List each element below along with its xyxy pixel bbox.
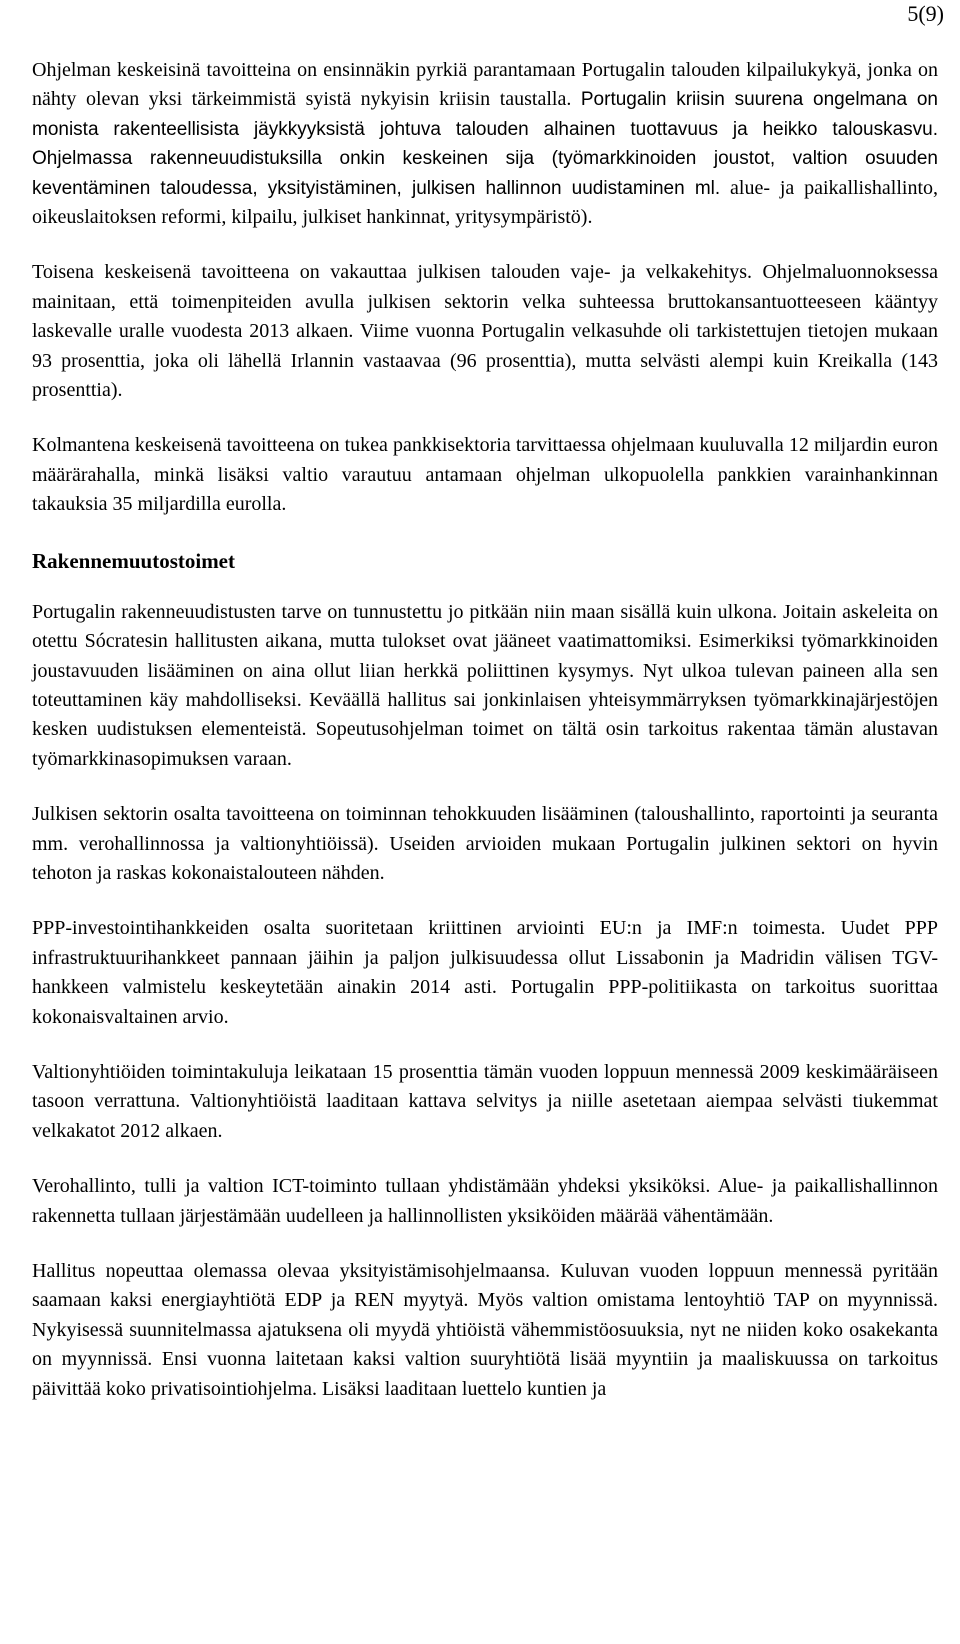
paragraph-objectives-banking: Kolmantena keskeisenä tavoitteena on tukea pankkisektoria tarvittaessa ohjelmaan kuuluvalla 12 miljardin euron määrärahalla, minkä lisäksi valtio varautuu antamaan ohjelman ulkopuolella pankkien varainhankinnan takauksia 35 miljardilla eurolla. — [32, 434, 938, 516]
paragraph-ppp: PPP-investointihankkeiden osalta suoritetaan kriittinen arviointi EU:n ja IMF:n toimesta. Uudet PPP infrastruktuurihankkeet pannaan jäihin ja paljon julkisuudessa ollut Lissabonin ja Madridin välisen TGV-hankkeen valmistelu keskeytetään ainakin 2014 asti. Portugalin PPP-politiikasta on tarkoitus suorittaa kokonaisvaltainen arvio. — [32, 917, 938, 1028]
paragraph-public-sector: Julkisen sektorin osalta tavoitteena on toiminnan tehokkuuden lisääminen (taloushallinto, raportointi ja seuranta mm. verohallinnossa ja valtionyhtiöissä). Useiden arvioiden mukaan Portugalin julkinen sektori on hyvin tehoton ja raskas kokonaistalouteen nähden. — [32, 803, 938, 884]
paragraph-text: alue- ja paikallishallinto, oikeuslaitoksen reformi, kilpailu, julkiset hankinnat, yritysympäristö). — [32, 176, 938, 229]
paragraph-structural-reforms: Portugalin rakenneuudistusten tarve on tunnustettu jo pitkään niin maan sisällä kuin ulkona. Joitain askeleita on otettu Sócratesin hallitusten aikana, mutta tulokset ovat jääneet vaatimattomiksi. Esimerkiksi työmarkkinoiden joustavuuden lisääminen on aina ollut liian herkkä poliittinen kysymys. Nyt ulkoa tulevan paineen alla sen toteuttaminen käy mahdolliseksi. Keväällä hallitus sai jonkinlaisen yhteisymmärryksen työmarkkinajärjestöjen kesken uudistuksen elementeistä. Sopeutusohjelman toimet on tältä osin tarkoitus rakentaa tämän alustavan työmarkkinasopimuksen varaan. — [32, 600, 938, 770]
paragraph-text-sans: Portugalin kriisin suurena ongelmana on monista rakenteellisista jäykkyyksistä johtuva talouden alhainen tuottavuus ja heikko talouskasvu. Ohjelmassa rakenneuudistuksilla onkin keskeinen sija (työmarkkinoiden joustot, valtion osuuden keventäminen taloudessa, yksityistäminen, julkisen hallinnon uudistaminen ml. — [32, 89, 938, 199]
paragraph-privatisation: Hallitus nopeuttaa olemassa olevaa yksityistämisohjelmaansa. Kuluvan vuoden loppuun mennessä pyritään saamaan kaksi energiayhtiötä EDP ja REN myytyä. Myös valtion omistama lentoyhtiö TAP on myynnissä. Nykyisessä suunnitelmassa ajatuksena oli myydä yhtiöistä vähemmistöosuuksia, nyt ne niiden koko osakekanta on myynnissä. Ensi vuonna laitetaan kaksi valtion suuryhtiötä lisää myyntiin ja maaliskuussa on tarkoitus päivittää koko privatisointiohjelma. Lisäksi laaditaan luettelo kuntien ja — [32, 1260, 938, 1400]
page-number: 5(9) — [907, 1, 944, 26]
paragraph-text: Ohjelman keskeisinä tavoitteina on ensinnäkin pyrkiä parantamaan Portugalin talouden kilpailukykyä, jonka on nähty olevan yksi tärkeimmistä syistä nykyisin kriisin taustalla. — [32, 59, 938, 111]
paragraph-administration: Verohallinto, tulli ja valtion ICT-toiminto tullaan yhdistämään yhdeksi yksiköksi. Alue- ja paikallishallinnon rakennetta tullaan järjestämään uudelleen ja hallinnollisten yksiköiden määrää vähentämään. — [32, 1175, 938, 1227]
paragraph-objectives-deficit: Toisena keskeisenä tavoitteena on vakauttaa julkisen talouden vaje- ja velkakehitys. Ohjelmaluonnoksessa mainitaan, että toimenpiteiden avulla julkisen sektorin velka suhteessa bruttokansantuotteeseen kääntyy laskevalle uralle vuodesta 2013 alkaen. Viime vuonna Portugalin velkasuhde oli tarkistettujen tietojen mukaan 93 prosenttia, joka oli lähellä Irlannin vastaavaa (96 prosenttia), mutta selvästi alempi kuin Kreikalla (143 prosenttia). — [32, 261, 938, 402]
paragraph-objectives-competitiveness — [32, 56, 938, 232]
document-body — [32, 56, 938, 1430]
section-heading: Rakennemuutostoimet — [32, 548, 235, 573]
paragraph-state-companies: Valtionyhtiöiden toimintakuluja leikataan 15 prosenttia tämän vuoden loppuun mennessä 2009 keskimääräiseen tasoon verrattuna. Valtionyhtiöistä laaditaan kattava selvitys ja niille asetetaan aiempaa selvästi tiukemmat velkakatot 2012 alkaen. — [32, 1060, 938, 1142]
